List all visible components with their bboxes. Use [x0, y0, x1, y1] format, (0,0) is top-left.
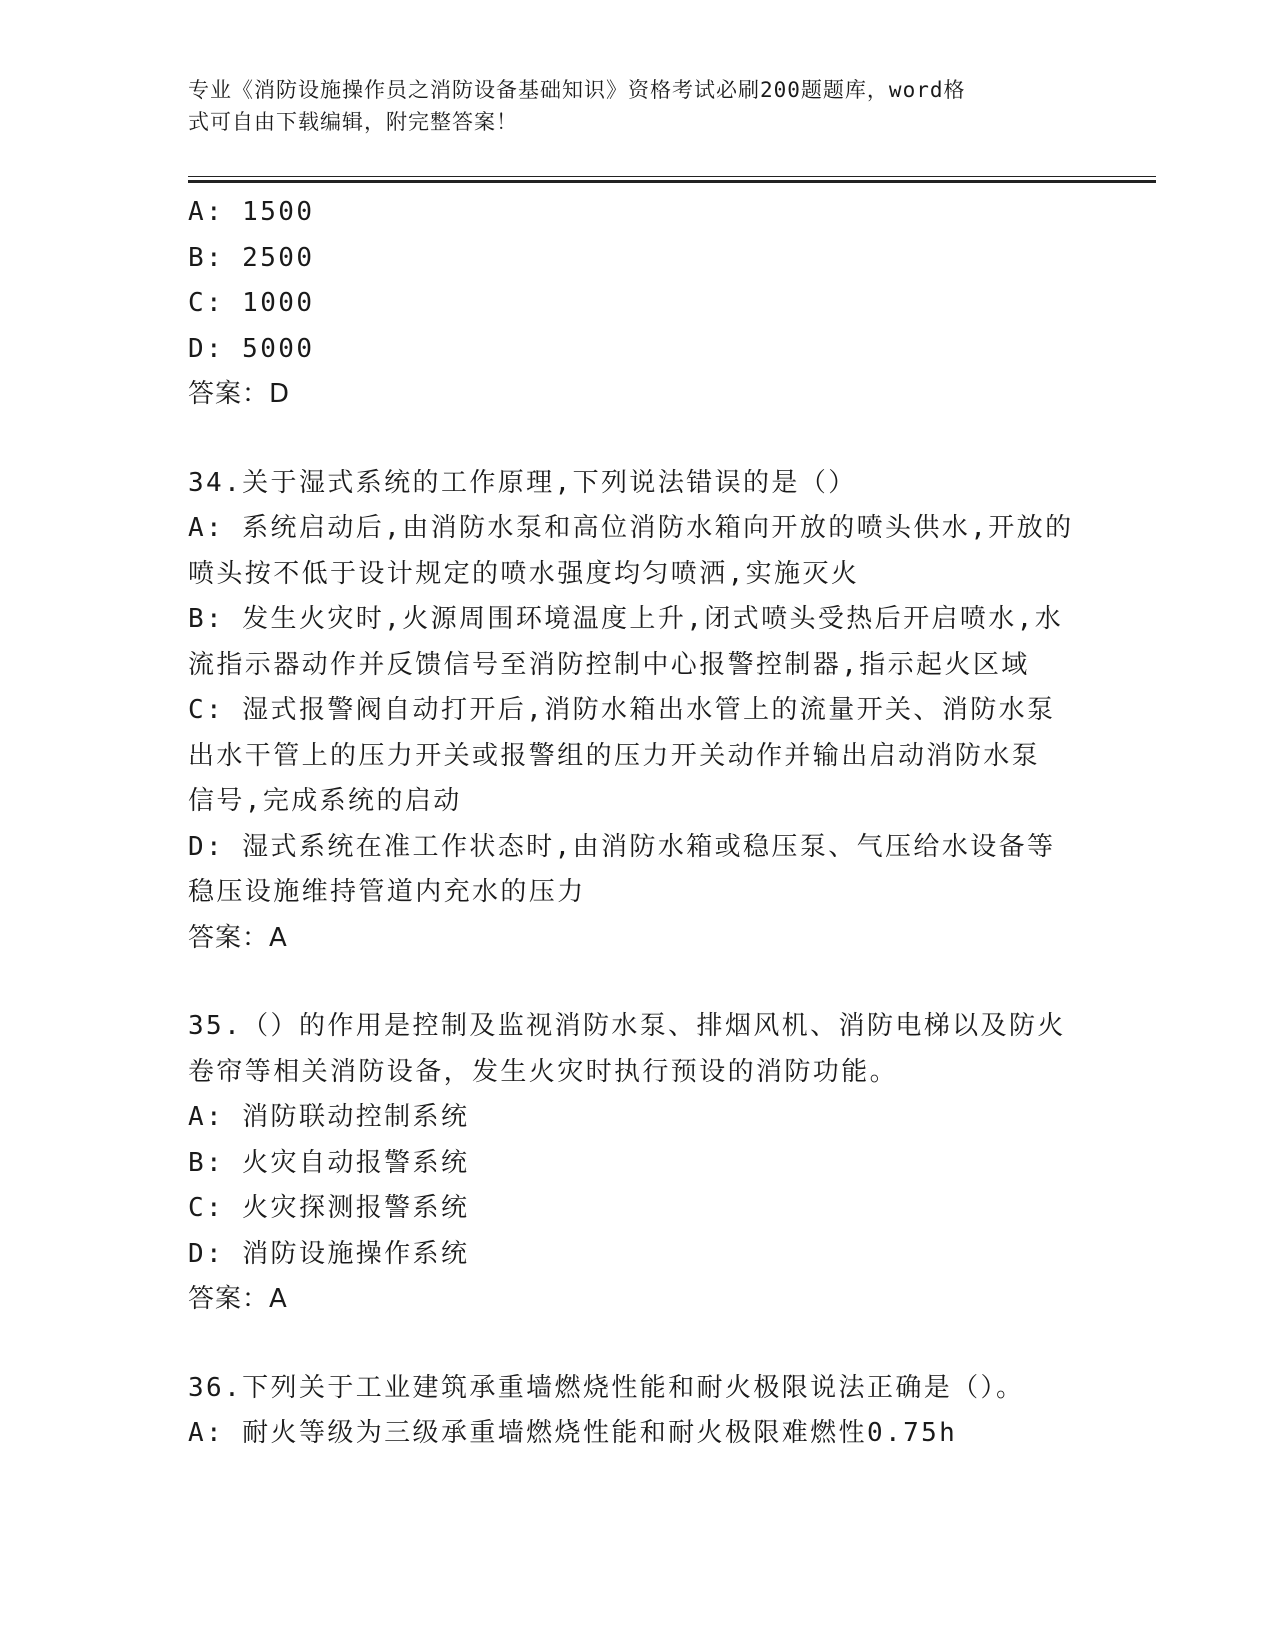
option-b-line-2: 流指示器动作并反馈信号至消防控制中心报警控制器,指示起火区域 — [188, 649, 1030, 680]
option-d: D: 5000 — [188, 333, 315, 364]
answer-line: 答案：D — [188, 379, 291, 409]
document-header — [188, 74, 1078, 138]
document-body — [188, 190, 1088, 1457]
option-b-line-1: B: 发生火灾时,火源周围环境温度上升,闭式喷头受热后开启喷水,水 — [188, 604, 1064, 634]
question-text-line-1: 35.（）的作用是控制及监视消防水泵、排烟风机、消防电梯以及防火 — [188, 1011, 1066, 1041]
option-c-line-2: 出水干管上的压力开关或报警组的压力开关动作并输出启动消防水泵 — [188, 740, 1041, 771]
option-a: A: 1500 — [188, 197, 315, 227]
option-c: C: 1000 — [188, 288, 315, 318]
option-a: A: 耐火等级为三级承重墙燃烧性能和耐火极限难燃性0.75h — [188, 1418, 958, 1448]
option-c-line-1: C: 湿式报警阀自动打开后,消防水箱出水管上的流量开关、消防水泵 — [188, 695, 1056, 725]
header-divider-thin — [188, 176, 1156, 177]
option-c: C: 火灾探测报警系统 — [188, 1193, 470, 1223]
header-line-2: 式可自由下载编辑，附完整答案！ — [188, 110, 518, 134]
question-34 — [188, 461, 1088, 962]
option-a-line-1: A: 系统启动后,由消防水泵和高位消防水箱向开放的喷头供水,开放的 — [188, 513, 1074, 543]
question-text: 36.下列关于工业建筑承重墙燃烧性能和耐火极限说法正确是（）。 — [188, 1372, 1025, 1403]
header-line-1: 专业《消防设施操作员之消防设备基础知识》资格考试必刷200题题库，word格 — [188, 78, 966, 102]
answer-line: 答案：A — [188, 1284, 288, 1314]
option-a-line-2: 喷头按不低于设计规定的喷水强度均匀喷洒,实施灭火 — [188, 558, 860, 589]
question-35 — [188, 1004, 1088, 1323]
option-c-line-3: 信号,完成系统的启动 — [188, 786, 462, 816]
header-divider-thick — [188, 180, 1156, 183]
option-a: A: 消防联动控制系统 — [188, 1102, 470, 1132]
option-b: B: 2500 — [188, 242, 315, 273]
question-33-tail — [188, 190, 1088, 418]
question-text: 34.关于湿式系统的工作原理,下列说法错误的是（） — [188, 467, 857, 498]
option-b: B: 火灾自动报警系统 — [188, 1147, 470, 1178]
question-text-line-2: 卷帘等相关消防设备，发生火灾时执行预设的消防功能。 — [188, 1056, 899, 1087]
option-d: D: 消防设施操作系统 — [188, 1238, 470, 1269]
option-d-line-1: D: 湿式系统在准工作状态时,由消防水箱或稳压泵、气压给水设备等 — [188, 831, 1056, 862]
question-36 — [188, 1366, 1088, 1457]
answer-line: 答案：A — [188, 922, 288, 953]
option-d-line-2: 稳压设施维持管道内充水的压力 — [188, 877, 586, 907]
